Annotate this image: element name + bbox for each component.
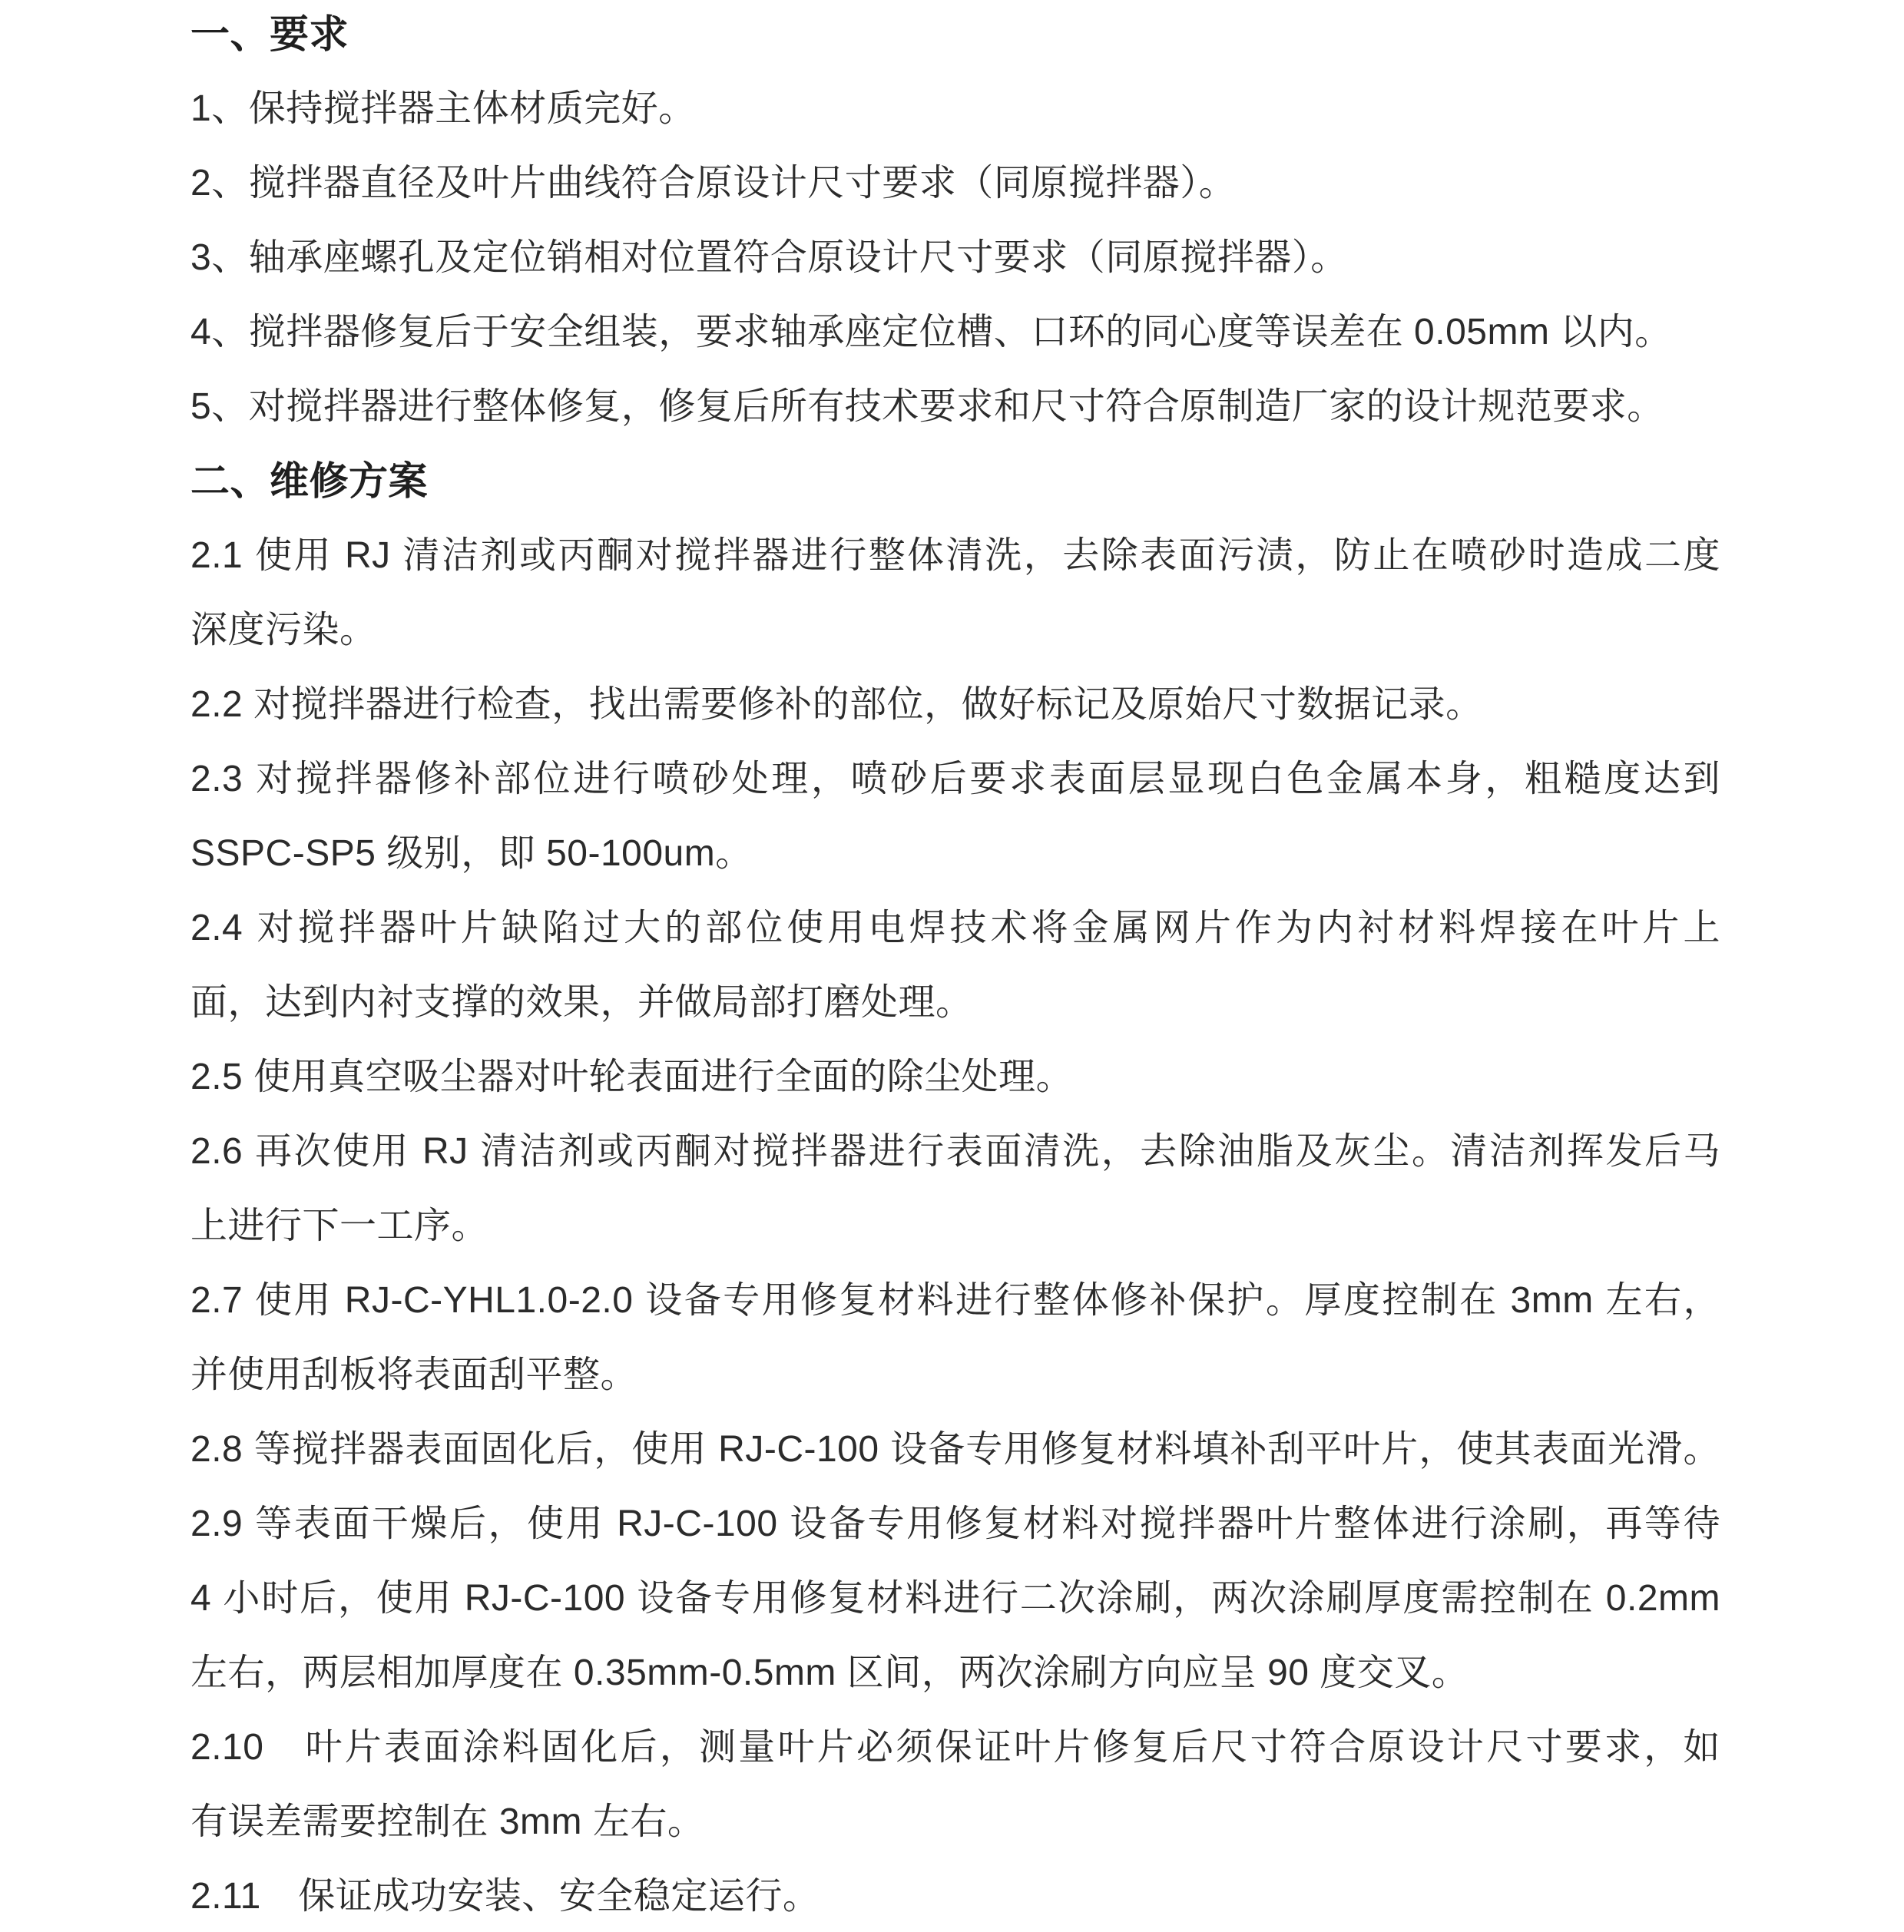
document-line: 2.10 叶片表面涂料固化后，测量叶片必须保证叶片修复后尺寸符合原设计尺寸要求，如	[190, 1727, 1720, 1768]
document-line: 左右，两层相加厚度在 0.35mm-0.5mm 区间，两次涂刷方向应呈 90 度交叉。	[190, 1652, 1469, 1693]
document-line: 2.7 使用 RJ-C-YHL1.0-2.0 设备专用修复材料进行整体修补保护。厚度控制在 3mm 左右，	[190, 1280, 1720, 1321]
document-line: 5、对搅拌器进行整体修复，修复后所有技术要求和尺寸符合原制造厂家的设计规范要求。	[190, 386, 1664, 427]
section-heading: 二、维修方案	[190, 459, 429, 503]
document-line: 2.2 对搅拌器进行检查，找出需要修补的部位，做好标记及原始尺寸数据记录。	[190, 684, 1483, 725]
document-line: 2.1 使用 RJ 清洁剂或丙酮对搅拌器进行整体清洗，去除表面污渍，防止在喷砂时造成二度	[190, 535, 1720, 576]
document-line: SSPC-SP5 级别，即 50-100um。	[190, 833, 753, 874]
document-line: 2、搅拌器直径及叶片曲线符合原设计尺寸要求（同原搅拌器）。	[190, 163, 1237, 203]
document-line: 2.11 保证成功安装、安全稳定运行。	[190, 1876, 820, 1917]
document-line: 面，达到内衬支撑的效果，并做局部打磨处理。	[190, 982, 973, 1023]
document-line: 4、搅拌器修复后于安全组装，要求轴承座定位槽、口环的同心度等误差在 0.05mm 以内。	[190, 312, 1672, 352]
document-line: 2.4 对搅拌器叶片缺陷过大的部位使用电焊技术将金属网片作为内衬材料焊接在叶片上	[190, 908, 1720, 948]
document-line: 2.9 等表面干燥后，使用 RJ-C-100 设备专用修复材料对搅拌器叶片整体进行涂刷，再等待	[190, 1504, 1720, 1544]
document-line: 3、轴承座螺孔及定位销相对位置符合原设计尺寸要求（同原搅拌器）。	[190, 237, 1348, 278]
document-line: 2.5 使用真空吸尘器对叶轮表面进行全面的除尘处理。	[190, 1057, 1074, 1097]
document-line: 有误差需要控制在 3mm 左右。	[190, 1801, 705, 1842]
document-line: 4 小时后，使用 RJ-C-100 设备专用修复材料进行二次涂刷，两次涂刷厚度需控制在 0.2mm	[190, 1578, 1720, 1619]
document-line: 上进行下一工序。	[190, 1206, 489, 1246]
document-line: 1、保持搅拌器主体材质完好。	[190, 88, 696, 129]
document-body	[190, 0, 1720, 1932]
section-heading: 一、要求	[190, 12, 349, 56]
document-line: 并使用刮板将表面刮平整。	[190, 1355, 638, 1395]
document-line: 2.3 对搅拌器修补部位进行喷砂处理，喷砂后要求表面层显现白色金属本身，粗糙度达到	[190, 759, 1720, 799]
document-line: 2.8 等搅拌器表面固化后，使用 RJ-C-100 设备专用修复材料填补刮平叶片，使其表面光滑。	[190, 1429, 1720, 1470]
document-line: 深度污染。	[190, 610, 377, 650]
document-line: 2.6 再次使用 RJ 清洁剂或丙酮对搅拌器进行表面清洗，去除油脂及灰尘。清洁剂挥发后马	[190, 1131, 1720, 1172]
